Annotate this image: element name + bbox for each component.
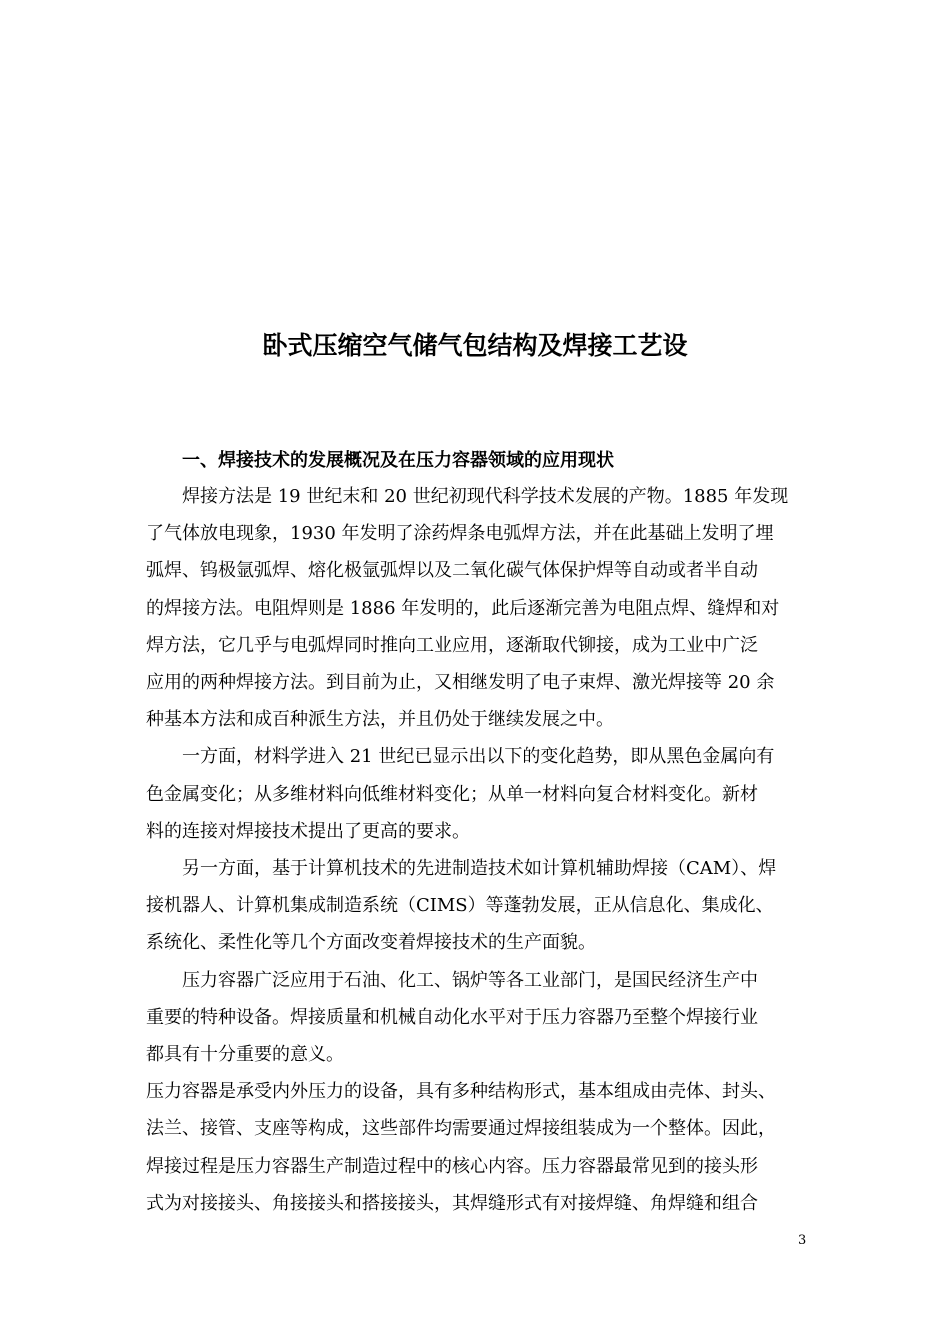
text-line: 接机器人、计算机集成制造系统（CIMS）等蓬勃发展，正从信息化、集成化、 <box>146 895 774 916</box>
text-line: 压力容器广泛应用于石油、化工、锅炉等各工业部门，是国民经济生产中 <box>182 970 758 991</box>
text-line: 式为对接接头、角接接头和搭接接头，其焊缝形式有对接焊缝、角焊缝和组合 <box>146 1193 758 1214</box>
text-line: 系统化、柔性化等几个方面改变着焊接技术的生产面貌。 <box>146 932 596 953</box>
text-line: 的焊接方法。电阻焊则是 1886 年发明的，此后逐渐完善为电阻点焊、缝焊和对 <box>146 598 780 619</box>
text-line: 焊接过程是压力容器生产制造过程中的核心内容。压力容器最常见到的接头形 <box>146 1156 758 1177</box>
text-line: 压力容器是承受内外压力的设备，具有多种结构形式，基本组成由壳体、封头、 <box>146 1081 776 1102</box>
text-line: 色金属变化；从多维材料向低维材料变化；从单一材料向复合材料变化。新材 <box>146 784 758 805</box>
text-line: 都具有十分重要的意义。 <box>146 1044 344 1065</box>
text-line: 焊方法，它几乎与电弧焊同时推向工业应用，逐渐取代铆接，成为工业中广泛 <box>146 635 758 656</box>
text-line: 料的连接对焊接技术提出了更高的要求。 <box>146 821 470 842</box>
text-line: 应用的两种焊接方法。到目前为止，又相继发明了电子束焊、激光焊接等 20 余 <box>146 672 775 693</box>
text-line: 焊接方法是 19 世纪末和 20 世纪初现代科学技术发展的产物。1885 年发现 <box>182 486 789 507</box>
text-line: 一方面，材料学进入 21 世纪已显示出以下的变化趋势，即从黑色金属向有 <box>182 746 775 767</box>
text-line: 另一方面，基于计算机技术的先进制造技术如计算机辅助焊接（CAM）、焊 <box>182 858 777 879</box>
text-line: 法兰、接管、支座等构成，这些部件均需要通过焊接组装成为一个整体。因此， <box>146 1118 776 1139</box>
text-line: 种基本方法和成百种派生方法，并且仍处于继续发展之中。 <box>146 709 614 730</box>
section-heading: 一、焊接技术的发展概况及在压力容器领域的应用现状 <box>182 450 614 471</box>
text-line: 重要的特种设备。焊接质量和机械自动化水平对于压力容器乃至整个焊接行业 <box>146 1007 758 1028</box>
page-title: 卧式压缩空气储气包结构及焊接工艺设 <box>262 331 688 360</box>
text-line: 弧焊、钨极氩弧焊、熔化极氩弧焊以及二氧化碳气体保护焊等自动或者半自动 <box>146 560 758 581</box>
page-number: 3 <box>798 1233 807 1248</box>
text-line: 了气体放电现象，1930 年发明了涂药焊条电弧焊方法，并在此基础上发明了埋 <box>146 523 774 544</box>
